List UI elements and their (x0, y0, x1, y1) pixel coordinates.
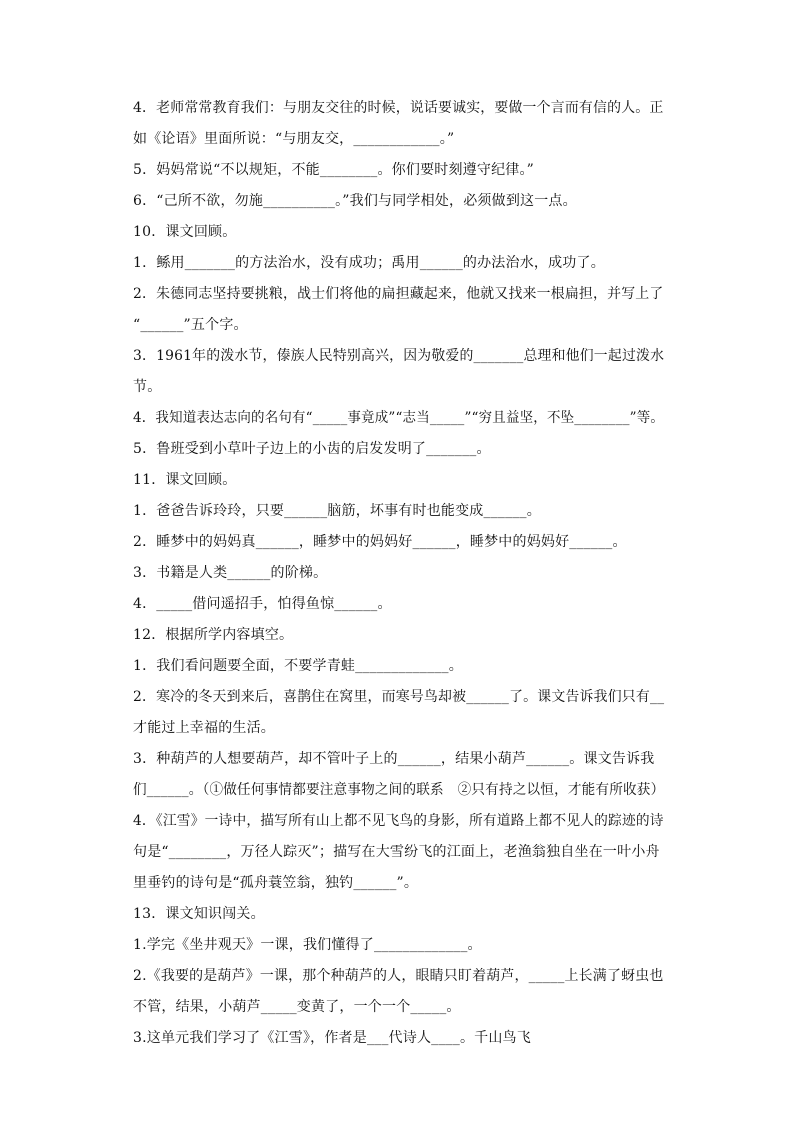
text-line: 2．睡梦中的妈妈真______，睡梦中的妈妈好______，睡梦中的妈妈好______。 (133, 534, 627, 550)
text-line: 3．1961年的泼水节，傣族人民特别高兴，因为敬爱的_______总理和他们一起过泼水 (133, 348, 665, 364)
text-line: 1．我们看问题要全面，不要学青蛙_____________。 (133, 658, 463, 674)
text-line: 3．种葫芦的人想要葫芦，却不管叶子上的______，结果小葫芦______。课文告诉我 (133, 751, 655, 767)
text-line: 6．“己所不欲，勿施__________。”我们与同学相处，必须做到这一点。 (133, 193, 577, 209)
text-line: 2．寒冷的冬天到来后，喜鹊住在窝里，而寒号鸟却被______了。课文告诉我们只有__ (133, 689, 665, 705)
text-line: 2．朱德同志坚持要挑粮，战士们将他的扁担藏起来，他就又找来一根扁担，并写上了 (133, 286, 664, 302)
text-line: 4．《江雪》一诗中，描写所有山上都不见飞鸟的身影，所有道路上都不见人的踪迹的诗 (133, 813, 664, 829)
text-line: “______”五个字。 (133, 317, 248, 333)
text-line: 5．鲁班受到小草叶子边上的小齿的启发发明了_______。 (133, 441, 491, 457)
text-line: 们______。（①做任何事情都要注意事物之间的联系 ②只有持之以恒，才能有所收获） (133, 782, 665, 798)
text-line: 3．书籍是人类______的阶梯。 (133, 565, 328, 581)
text-line: 句是“________，万径人踪灭”；描写在大雪纷飞的江面上，老渔翁独自坐在一叶小舟 (133, 844, 660, 860)
text-line: 如《论语》里面所说：“与朋友交，____________。” (133, 131, 455, 147)
text-line: 不管，结果，小葫芦_____变黄了，一个一个_____。 (133, 999, 461, 1015)
text-line: 1.学完《坐井观天》一课，我们懂得了_____________。 (133, 937, 482, 953)
section-heading: 12．根据所学内容填空。 (133, 627, 294, 643)
text-line: 1．爸爸告诉玲玲，只要______脑筋，坏事有时也能变成______。 (133, 503, 541, 519)
text-line: 3.这单元我们学习了《江雪》，作者是___代诗人____。千山鸟飞 (133, 1030, 531, 1046)
text-line: 5．妈妈常说“不以规矩，不能________。你们要时刻遵守纪律。” (133, 162, 535, 178)
text-line: 节。 (133, 379, 162, 395)
text-line: 1．鲧用_______的方法治水，没有成功；禹用______的办法治水，成功了。 (133, 255, 605, 271)
text-line: 2.《我要的是葫芦》一课，那个种葫芦的人，眼睛只盯着葫芦，_____上长满了蚜虫也 (133, 968, 664, 984)
text-line: 4．老师常常教育我们：与朋友交往的时候，说话要诚实，要做一个言而有信的人。正 (133, 100, 664, 116)
text-line: 里垂钓的诗句是“孤舟蓑笠翁，独钓______”。 (133, 875, 419, 891)
section-heading: 11．课文回顾。 (133, 472, 237, 488)
section-heading: 13．课文知识闯关。 (133, 906, 265, 922)
text-line: 才能过上幸福的生活。 (133, 720, 275, 736)
text-line: 4．我知道表达志向的名句有“_____事竟成”“志当_____”“穷且益坚，不坠________”等。 (133, 410, 665, 426)
section-heading: 10．课文回顾。 (133, 224, 237, 240)
text-line: 4．_____借问遥招手，怕得鱼惊______。 (133, 596, 392, 612)
